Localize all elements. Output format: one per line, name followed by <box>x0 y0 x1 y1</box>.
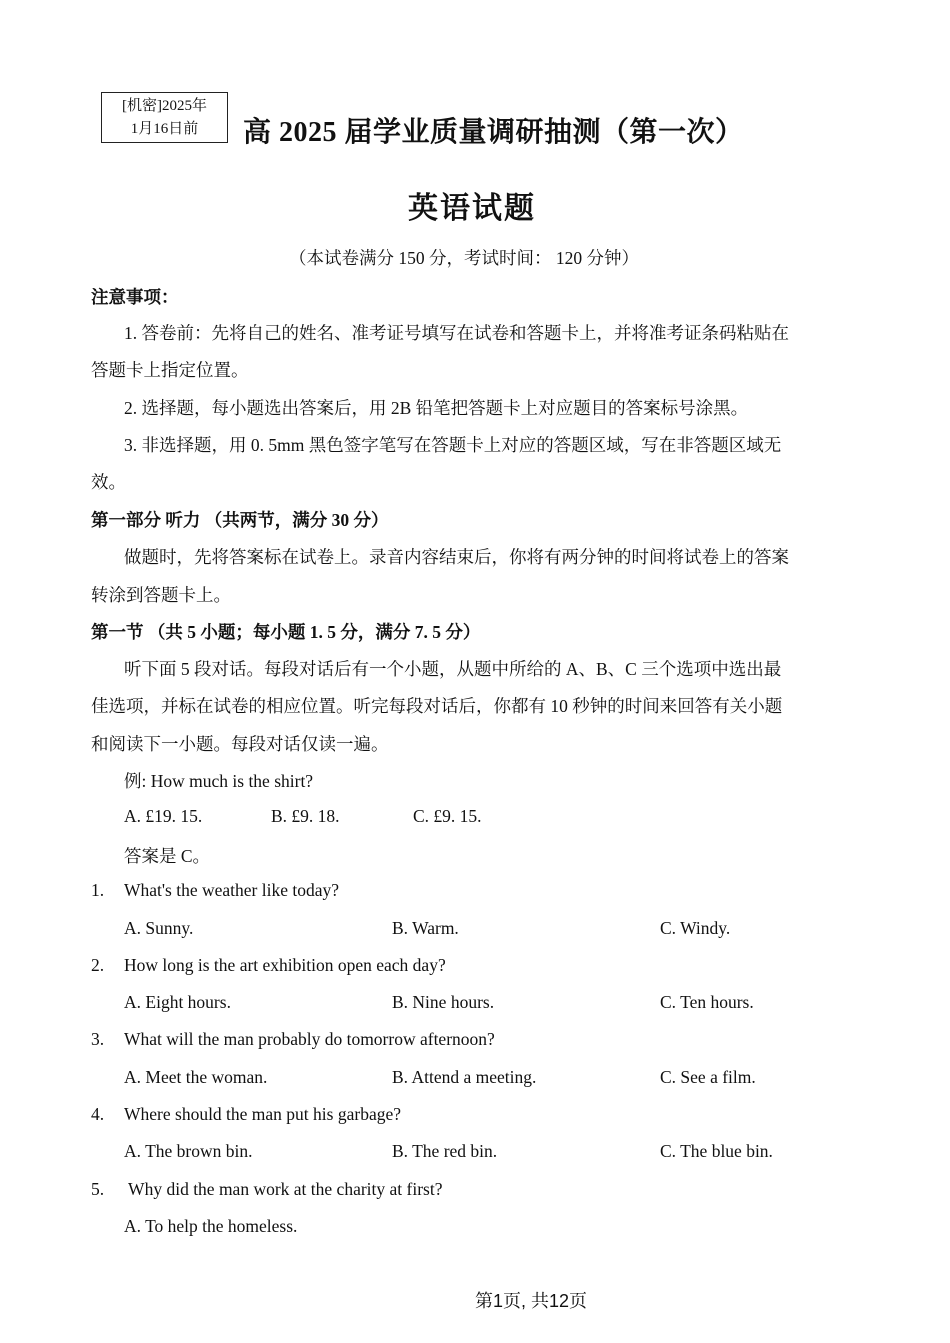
question-3-number: 3. <box>91 1029 105 1049</box>
question-3-option-b: B. Attend a meeting. <box>392 1067 537 1087</box>
example-option-c: C. £9. 15. <box>413 806 482 826</box>
question-4-option-c: C. The blue bin. <box>660 1141 773 1161</box>
confidential-stamp <box>101 92 228 143</box>
question-2-option-c: C. Ten hours. <box>660 992 754 1012</box>
question-1-text: What's the weather like today? <box>124 880 340 900</box>
notice-item-2: 2. 选择题，每小题选出答案后，用 2B 铅笔把答题卡上对应题目的答案标号涂黑。 <box>124 398 749 418</box>
question-4-option-b: B. The red bin. <box>392 1141 498 1161</box>
section1-heading: 第一节 （共 5 小题；每小题 1. 5 分，满分 7. 5 分） <box>91 622 481 642</box>
exam-title: 高 2025 届学业质量调研抽测（第一次） <box>243 117 744 148</box>
part1-instructions-line-1: 做题时，先将答案标在试卷上。录音内容结束后，你将有两分钟的时间将试卷上的答案 <box>124 547 789 567</box>
notice-item-3-line-1: 3. 非选择题，用 0. 5mm 黑色签字笔写在答题卡上对应的答题区域，写在非答题区域无 <box>124 435 782 455</box>
page-footer: 第1页, 共12页 <box>475 1291 588 1311</box>
question-3-option-c: C. See a film. <box>660 1067 756 1087</box>
question-2-text: How long is the art exhibition open each day? <box>124 955 446 975</box>
question-1-option-a: A. Sunny. <box>124 918 194 938</box>
example-answer: 答案是 C。 <box>124 846 211 866</box>
question-1-option-b: B. Warm. <box>392 918 459 938</box>
question-2-option-b: B. Nine hours. <box>392 992 495 1012</box>
question-1-option-c: C. Windy. <box>660 918 731 938</box>
section1-instructions-line-2: 佳选项，并标在试卷的相应位置。听完每段对话后，你都有 10 秒钟的时间来回答有关小题 <box>91 696 783 716</box>
question-4-text: Where should the man put his garbage? <box>124 1104 401 1124</box>
exam-info: （本试卷满分 150 分，考试时间： 120 分钟） <box>289 248 639 268</box>
subject-title: 英语试题 <box>408 192 536 225</box>
question-1-number: 1. <box>91 880 105 900</box>
question-2-number: 2. <box>91 955 105 975</box>
notice-heading: 注意事项： <box>91 287 179 307</box>
notice-item-1-line-2: 答题卡上指定位置。 <box>91 360 249 380</box>
section1-instructions-line-1: 听下面 5 段对话。每段对话后有一个小题，从题中所给的 A、B、C 三个选项中选出最 <box>124 659 782 679</box>
question-3-text: What will the man probably do tomorrow afternoon? <box>124 1029 495 1049</box>
question-5-text: Why did the man work at the charity at first? <box>124 1179 443 1199</box>
notice-item-1-line-1: 1. 答卷前：先将自己的姓名、准考证号填写在试卷和答题卡上，并将准考证条码粘贴在 <box>124 323 789 343</box>
part1-instructions-line-2: 转涂到答题卡上。 <box>91 585 231 605</box>
section1-instructions-line-3: 和阅读下一小题。每段对话仅读一遍。 <box>91 734 389 754</box>
notice-item-3-line-2: 效。 <box>91 472 126 492</box>
example-question: 例: How much is the shirt? <box>124 771 314 791</box>
question-4-number: 4. <box>91 1104 105 1124</box>
part1-heading: 第一部分 听力 （共两节，满分 30 分） <box>91 510 389 530</box>
question-4-option-a: A. The brown bin. <box>124 1141 253 1161</box>
example-option-a: A. £19. 15. <box>124 806 203 826</box>
stamp-line-1: [机密]2025年 <box>122 98 207 114</box>
question-5-option-a: A. To help the homeless. <box>124 1216 298 1236</box>
question-3-option-a: A. Meet the woman. <box>124 1067 268 1087</box>
question-5-number: 5. <box>91 1179 105 1199</box>
stamp-line-2: 1月16日前 <box>130 121 199 137</box>
example-option-b: B. £9. 18. <box>271 806 340 826</box>
question-2-option-a: A. Eight hours. <box>124 992 231 1012</box>
